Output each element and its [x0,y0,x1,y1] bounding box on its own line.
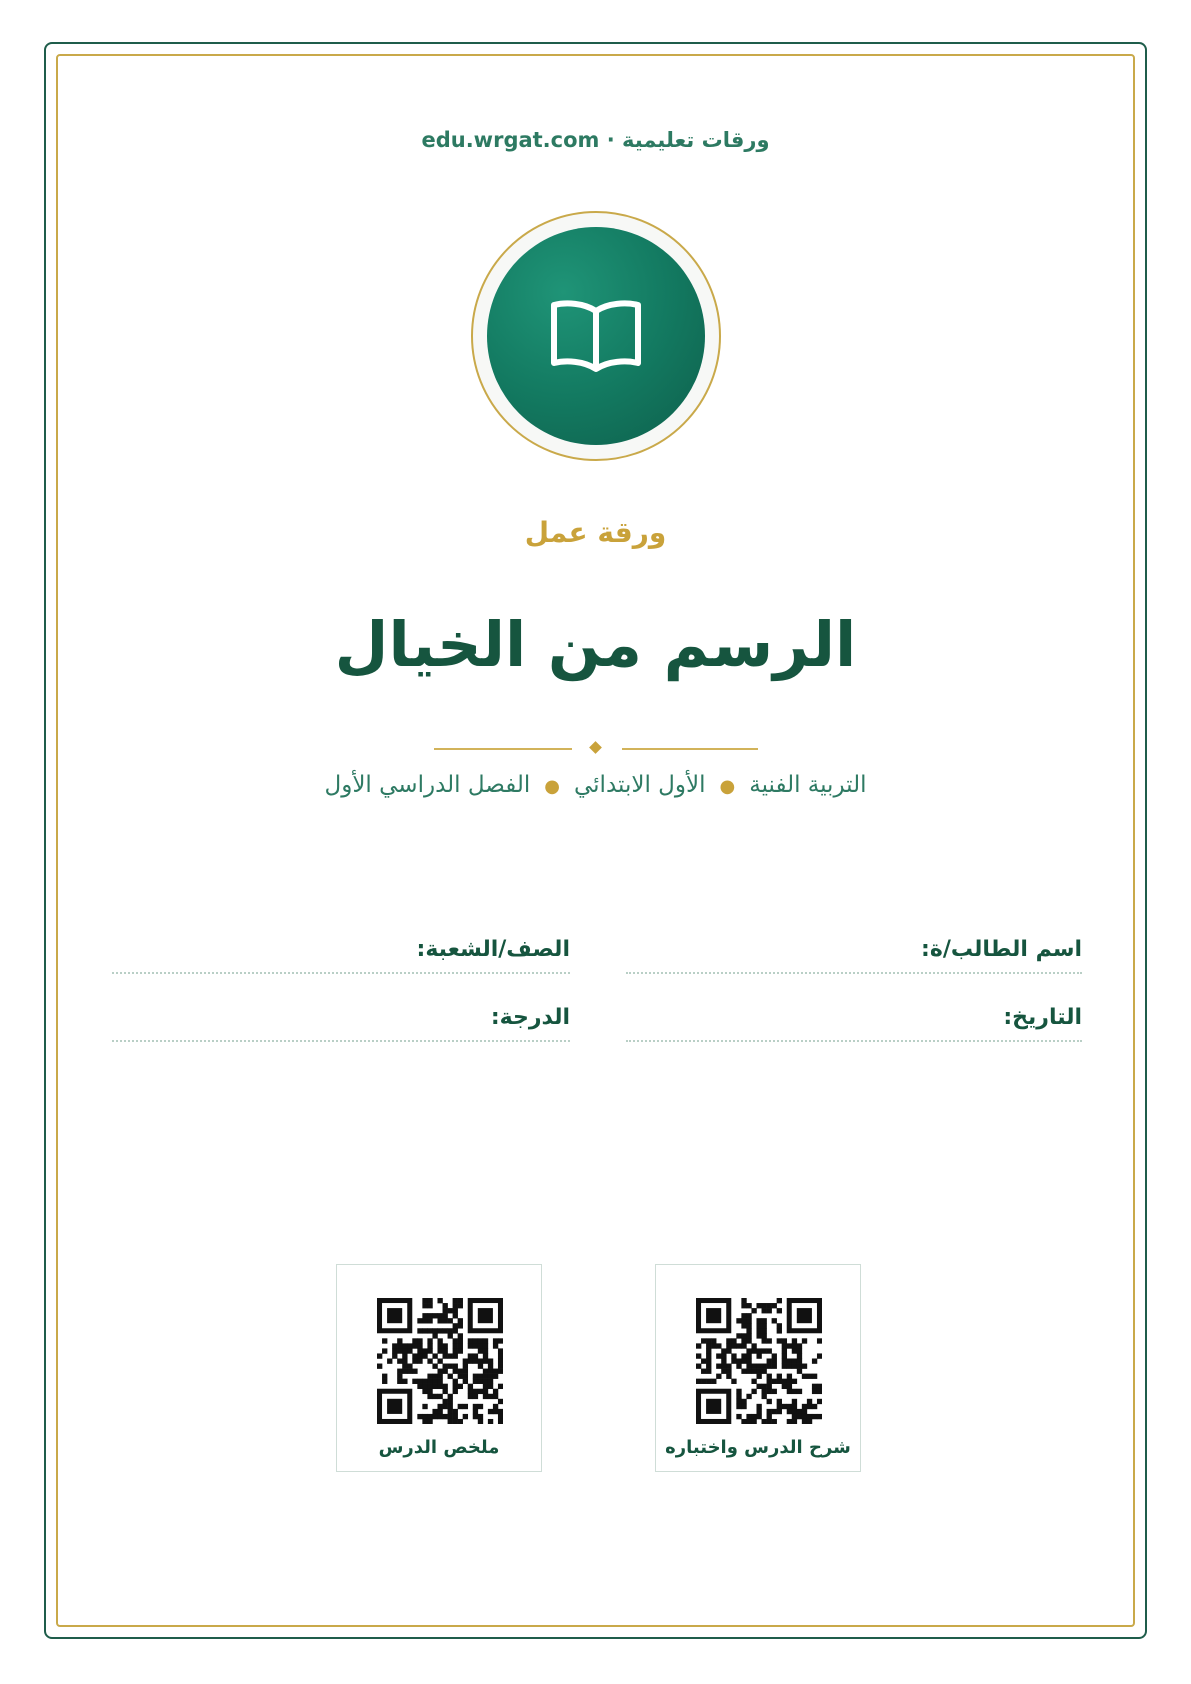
grade-label: الدرجة: [490,1005,570,1030]
date-label: التاريخ: [1003,1005,1082,1030]
site-line: edu.wrgat.com · ورقات تعليمية [421,128,770,152]
emblem [487,227,705,445]
date-field[interactable] [626,998,1082,1042]
class-section-field[interactable] [112,930,570,974]
qr-explanation-label: شرح الدرس واختباره [665,1437,851,1458]
qr-summary-label: ملخص الدرس [378,1437,500,1458]
separator-dot: ● [719,776,736,797]
divider-left [434,748,572,750]
qr-code-explanation [696,1298,822,1424]
qr-code-summary [377,1298,503,1424]
separator-dot: ● [544,776,560,797]
page-title: الرسم من الخيال [334,608,857,681]
qr-card-summary[interactable] [336,1264,542,1472]
student-name-field[interactable] [626,930,1082,974]
open-book-icon [548,297,644,375]
term-label: الفصل الدراسي الأول [324,772,531,798]
emblem-ring [471,211,721,461]
subject-meta [0,772,1191,798]
class-section-label: الصف/الشعبة: [416,937,570,962]
divider-right [622,748,758,750]
grade-level-label: الأول الابتدائي [573,772,706,798]
qr-card-explanation[interactable] [655,1264,861,1472]
grade-field[interactable] [112,998,570,1042]
student-name-label: اسم الطالب/ة: [921,937,1082,962]
subject-label: التربية الفنية [749,772,867,798]
worksheet-kicker: ورقة عمل [524,516,667,549]
